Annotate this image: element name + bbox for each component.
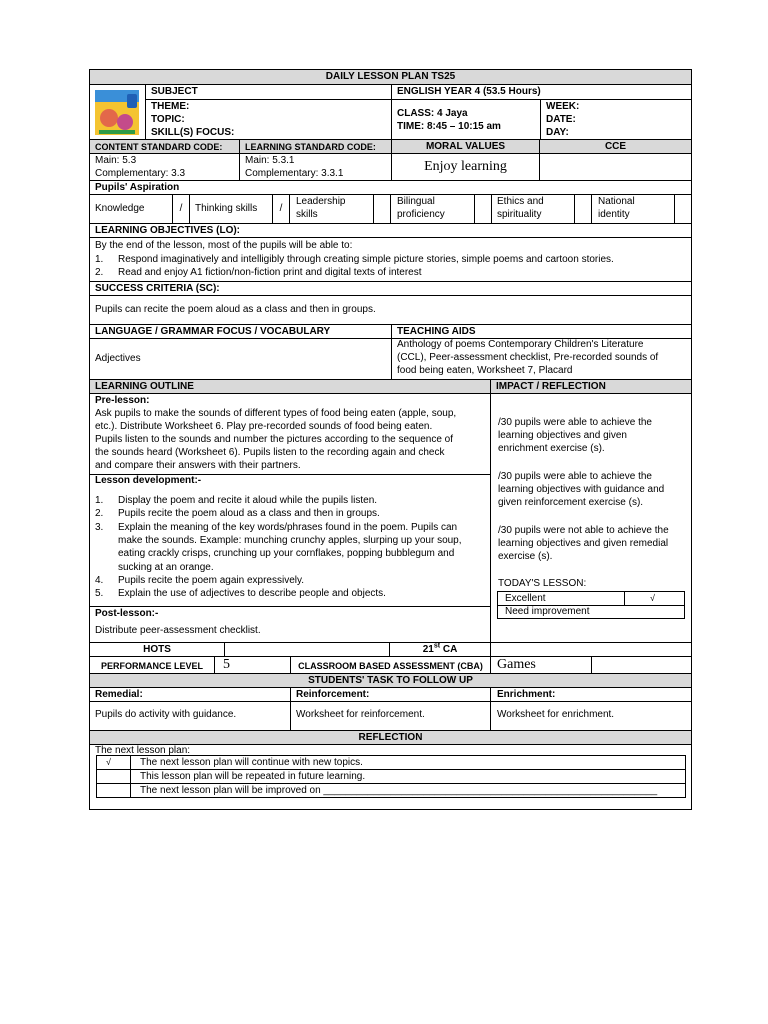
reflection-option: This lesson plan will be repeated in future learning. [140, 771, 366, 782]
cce-value-cell [540, 154, 691, 180]
enrichment-text: Worksheet for enrichment. [497, 709, 615, 720]
outline-header-row [90, 380, 691, 394]
teaching-aids-line: food being eaten, Worksheet 7, Placard [397, 365, 573, 376]
page-title: DAILY LESSON PLAN TS25 [325, 71, 456, 82]
development-step: Display the poem and recite it aloud while the pupils listen. [118, 495, 378, 506]
outline-cell [90, 394, 491, 642]
time-label: TIME: 8:45 – 10:15 am [397, 121, 501, 132]
skills-label: SKILL(S) FOCUS: [151, 127, 235, 138]
reflection-option: The next lesson plan will continue with new topics. [140, 757, 363, 768]
impact-line: learning objectives with guidance and [498, 484, 665, 495]
moral-value: Enjoy learning [424, 159, 507, 174]
remedial-text: Pupils do activity with guidance. [95, 709, 237, 720]
impact-line: /30 pupils were able to achieve the [498, 471, 652, 482]
day-label: DAY: [546, 127, 569, 138]
impact-line: given reinforcement exercise (s). [498, 497, 644, 508]
subject-label: SUBJECT [151, 86, 198, 97]
todays-lesson-table [497, 591, 685, 619]
knowledge-mark: / [179, 203, 183, 214]
pre-lesson-line: etc.). Distribute Worksheet 6. Play pre-recorded sounds of food being eaten. [95, 421, 433, 432]
book-cover-cell [90, 85, 146, 139]
ca-label: 21st CA [422, 642, 458, 655]
aspiration-ethics: Ethics and [497, 196, 544, 207]
excellent-option: Excellent [505, 593, 546, 604]
outline-label: LEARNING OUTLINE [95, 381, 194, 392]
learning-main: Main: 5.3.1 [245, 155, 295, 166]
theme-label: THEME: [151, 101, 190, 112]
standards-row [90, 154, 691, 181]
impact-label: IMPACT / REFLECTION [496, 381, 606, 392]
success-text: Pupils can recite the poem aloud as a class and then in groups. [95, 304, 376, 315]
aspiration-bilingual-2: proficiency [397, 209, 445, 220]
thinking-mark: / [279, 203, 283, 214]
success-label: SUCCESS CRITERIA (SC): [95, 283, 220, 294]
follow-up-values-row [90, 702, 691, 731]
content-standard-label: CONTENT STANDARD CODE: [95, 142, 223, 152]
lesson-development-label: Lesson development:- [95, 475, 202, 486]
aspiration-bilingual: Bilingual [397, 196, 435, 207]
reinforcement-label: Reinforcement: [296, 689, 370, 700]
post-lesson-text: Distribute peer-assessment checklist. [95, 625, 261, 636]
objectives-list: 1. Respond imaginatively and intelligibly through creating simple picture stories, simple poems and cartoon stories. 2. Read and enjoy A1 fiction/non-fiction print and digital texts of interest [95, 254, 614, 279]
objectives-label: LEARNING OBJECTIVES (LO): [95, 225, 241, 236]
development-step-cont: eating crackly crisps, crunching up your cornflakes, popping bubblegum and [118, 548, 455, 560]
development-step: Explain the meaning of the key words/phrases found in the poem. Pupils can [118, 521, 458, 533]
impact-cell [491, 394, 691, 642]
aspiration-thinking: Thinking skills [195, 203, 258, 214]
success-label-row [90, 282, 691, 296]
development-step: Explain the use of adjectives to describe people and objects. [118, 588, 386, 600]
impact-line: /30 pupils were not able to achieve the [498, 525, 669, 536]
performance-value: 5 [223, 657, 230, 672]
content-main: Main: 5.3 [95, 155, 137, 166]
impact-line: /30 pupils were able to achieve the [498, 417, 652, 428]
impact-line: learning objectives and given [498, 430, 627, 441]
impact-line: exercise (s). [498, 551, 553, 562]
objective-item: Read and enjoy A1 fiction/non-fiction print and digital texts of interest [118, 267, 422, 279]
content-complementary: Complementary: 3.3 [95, 168, 186, 179]
pre-lesson-line: Ask pupils to make the sounds of different types of food being eaten (apple, soup, [95, 408, 457, 419]
follow-up-labels-row [90, 688, 691, 702]
need-improvement-option: Need improvement [505, 606, 590, 617]
reflection-label: REFLECTION [358, 732, 423, 743]
cce-label: CCE [604, 141, 627, 152]
pre-lesson-line: and compare their answers with their partners. [95, 460, 301, 471]
subject-value: ENGLISH YEAR 4 (53.5 Hours) [397, 86, 541, 97]
language-row [90, 339, 691, 380]
language-value: Adjectives [95, 353, 141, 364]
excellent-check: √ [650, 593, 655, 603]
objectives-intro: By the end of the lesson, most of the pupils will be able to: [95, 240, 353, 251]
reinforcement-text: Worksheet for reinforcement. [296, 709, 425, 720]
todays-lesson-label: TODAY'S LESSON: [498, 578, 587, 589]
aspiration-row [90, 195, 691, 224]
hots-row [90, 643, 691, 657]
follow-up-label: STUDENTS' TASK TO FOLLOW UP [308, 675, 473, 686]
pre-lesson-line: Pupils listen to the sounds and number the pictures according to the sequence of [95, 434, 454, 445]
topic-label: TOPIC: [151, 114, 185, 125]
aspiration-leadership-2: skills [296, 209, 318, 220]
aspiration-label-row [90, 181, 691, 195]
objectives-label-row [90, 224, 691, 238]
follow-up-header-row [90, 674, 691, 688]
aspiration-national: National [598, 196, 635, 207]
objectives-row [90, 238, 691, 282]
development-step-cont: sucking at an orange. [118, 561, 214, 573]
week-label: WEEK: [546, 101, 580, 112]
hots-label: HOTS [143, 644, 171, 655]
class-label: CLASS: 4 Jaya [397, 108, 468, 119]
standards-header-row [90, 140, 691, 154]
enrichment-label: Enrichment: [497, 689, 556, 700]
reflection-header-row [90, 731, 691, 745]
development-step: Pupils recite the poem again expressively. [118, 574, 305, 586]
teaching-aids-label: TEACHING AIDS [397, 326, 476, 337]
teaching-aids-line: Anthology of poems Contemporary Children's Literature [397, 339, 644, 350]
performance-label: PERFORMANCE LEVEL [100, 661, 203, 671]
aspiration-leadership: Leadership [296, 196, 346, 207]
moral-values-label: MORAL VALUES [425, 141, 506, 152]
aspiration-ethics-2: spirituality [497, 209, 542, 220]
lesson-plan-form [89, 69, 692, 810]
post-lesson-label: Post-lesson:- [95, 608, 159, 619]
development-step: Pupils recite the poem aloud as a class and then in groups. [118, 508, 380, 520]
pre-lesson-line: the sounds heard (Worksheet 6). Pupils listen to the recording again and check [95, 447, 445, 458]
impact-line: learning objectives and given remedial [498, 538, 669, 549]
reflection-row [90, 745, 691, 810]
development-step-cont: make the sounds. Example: munching crunchy apples, slurping up your soup, [118, 534, 462, 546]
aspiration-knowledge: Knowledge [95, 203, 145, 214]
learning-complementary: Complementary: 3.3.1 [245, 168, 344, 179]
title-row [90, 70, 691, 85]
reflection-options-table [96, 755, 686, 798]
cba-label: CLASSROOM BASED ASSESSMENT (CBA) [298, 661, 483, 671]
reflection-intro: The next lesson plan: [95, 745, 191, 756]
lesson-development-list: 1. Display the poem and recite it aloud while the pupils listen. 2. Pupils recite the poem aloud as a class and then in groups. 3. Explain the meaning of the key words/phrases found in the poem. Pupils can make the sounds. Example: munching crunchy apples, slurping up your soup, eating crackly crisps, crunching up your cornflakes, popping bubblegum and sucking at an orange. 4. Pupils recite the poem again expressively. 5. Explain the use of adjectives to describe people and objects. [95, 495, 462, 600]
header-row [90, 85, 691, 140]
objective-item: Respond imaginatively and intelligibly through creating simple picture stories, simple poems and cartoon stories. [118, 254, 614, 265]
reflection-check: √ [106, 757, 111, 767]
performance-row [90, 657, 691, 674]
aspiration-label: Pupils' Aspiration [95, 182, 180, 193]
theme-cell [146, 85, 392, 139]
outline-row [90, 394, 691, 643]
remedial-label: Remedial: [95, 689, 143, 700]
reflection-option: The next lesson plan will be improved on ____________________________________________________________ [140, 785, 658, 796]
class-cell [392, 85, 691, 139]
cba-value: Games [497, 657, 536, 672]
language-label: LANGUAGE / GRAMMAR FOCUS / VOCABULARY [95, 326, 331, 337]
aspiration-national-2: identity [598, 209, 630, 220]
teaching-aids-line: (CCL), Peer-assessment checklist, Pre-recorded sounds of [397, 352, 659, 363]
book-cover-icon [95, 90, 139, 135]
learning-standard-label: LEARNING STANDARD CODE: [245, 142, 376, 152]
impact-line: enrichment exercise (s). [498, 443, 605, 454]
language-header-row [90, 325, 691, 339]
success-row [90, 296, 691, 325]
date-label: DATE: [546, 114, 576, 125]
pre-lesson-label: Pre-lesson: [95, 395, 150, 406]
